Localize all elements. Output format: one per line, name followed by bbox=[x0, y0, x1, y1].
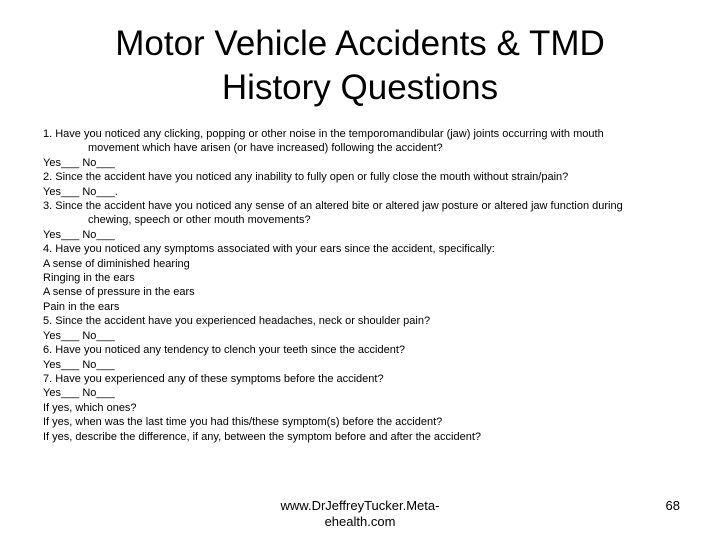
footer-url bbox=[240, 498, 480, 530]
follow-up-question: If yes, which ones? bbox=[43, 401, 137, 414]
follow-up-question: If yes, when was the last time you had this/these symptom(s) before the accident? bbox=[43, 416, 443, 429]
question-6: 6. Have you noticed any tendency to clench your teeth since the accident? bbox=[43, 344, 406, 357]
answer-line-2: Yes___ No___. bbox=[43, 185, 118, 198]
question-3: 3. Since the accident have you noticed any sense of an altered bite or altered jaw posture or altered jaw function during bbox=[43, 200, 623, 213]
answer-line-5: Yes___ No___ bbox=[43, 329, 115, 342]
symptom-item: Ringing in the ears bbox=[43, 272, 135, 285]
answer-line-3: Yes___ No___ bbox=[43, 228, 115, 241]
symptom-item: A sense of pressure in the ears bbox=[43, 286, 195, 299]
symptom-item: Pain in the ears bbox=[43, 300, 120, 313]
answer-line-1: Yes___ No___ bbox=[43, 156, 115, 169]
answer-line-7: Yes___ No___ bbox=[43, 387, 115, 400]
answer-line-6: Yes___ No___ bbox=[43, 358, 115, 371]
footer-url-line-1: www.DrJeffreyTucker.Meta- bbox=[280, 498, 440, 513]
question-4: 4. Have you noticed any symptoms associated with your ears since the accident, specifically: bbox=[43, 243, 495, 256]
question-1: 1. Have you noticed any clicking, popping or other noise in the temporomandibular (jaw) joints occurring with mouth bbox=[43, 128, 604, 140]
slide-title bbox=[0, 22, 720, 110]
question-list bbox=[43, 127, 688, 444]
question-3-continuation: chewing, speech or other mouth movements? bbox=[88, 214, 311, 227]
page-number: 68 bbox=[665, 498, 680, 513]
question-1-continuation: movement which have arisen (or have increased) following the accident? bbox=[88, 142, 443, 155]
slide-title-line-2: History Questions bbox=[221, 68, 499, 107]
footer-url-line-2: ehealth.com bbox=[324, 514, 396, 529]
question-2: 2. Since the accident have you noticed any inability to fully open or fully close the mouth without strain/pain? bbox=[43, 171, 569, 184]
symptom-item: A sense of diminished hearing bbox=[43, 257, 190, 270]
slide-title-line-1: Motor Vehicle Accidents & TMD bbox=[115, 24, 605, 63]
question-5: 5. Since the accident have you experienced headaches, neck or shoulder pain? bbox=[43, 315, 431, 328]
follow-up-question: If yes, describe the difference, if any, between the symptom before and after the accident? bbox=[43, 430, 482, 443]
question-7: 7. Have you experienced any of these symptoms before the accident? bbox=[43, 372, 384, 385]
